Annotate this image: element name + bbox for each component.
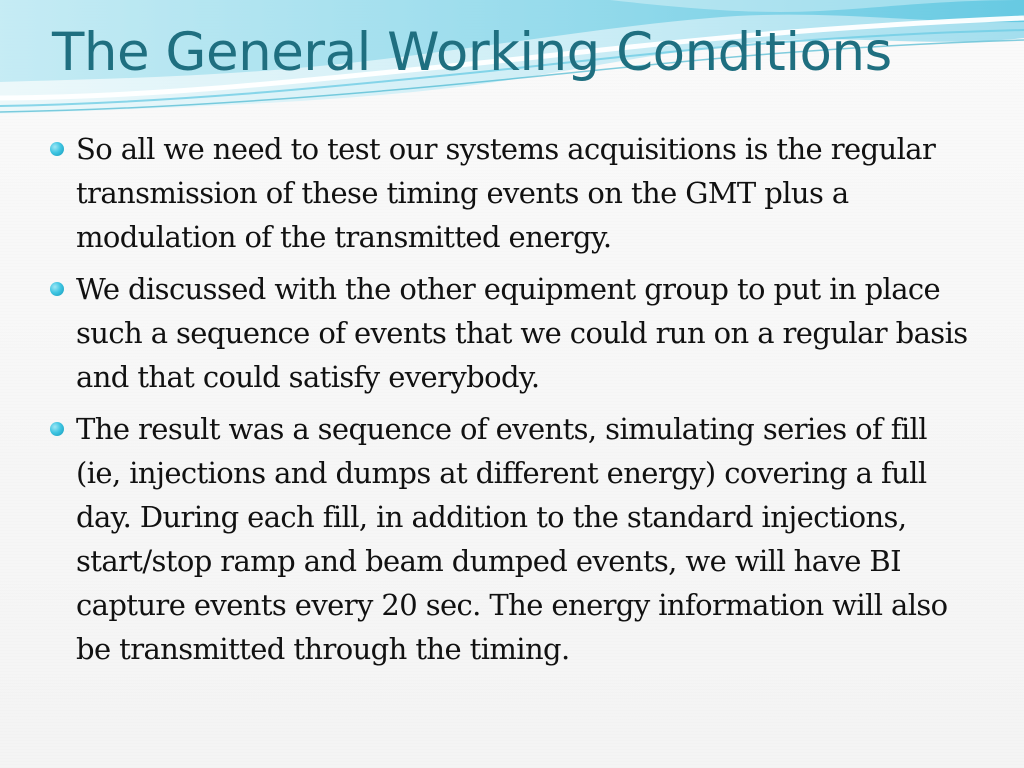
bullet-dot-icon [50, 422, 64, 436]
bullet-dot-icon [50, 282, 64, 296]
slide-title: The General Working Conditions [52, 22, 892, 83]
bullet-dot-icon [50, 142, 64, 156]
bullet-text: So all we need to test our systems acquisitions is the regular transmission of these timing events on the GMT plus a modulation of the transmitted energy. [76, 132, 936, 254]
bullet-item [48, 407, 978, 671]
bullet-item [48, 127, 978, 259]
bullet-text: We discussed with the other equipment group to put in place such a sequence of events that we could run on a regular basis and that could satisfy everybody. [76, 272, 968, 394]
bullet-item [48, 267, 978, 399]
bullet-text: The result was a sequence of events, simulating series of fill (ie, injections and dumps at different energy) covering a full day. During each fill, in addition to the standard injections, start/stop ramp and beam dumped events, we will have BI capture events every 20 sec. The energy information will also be transmitted through the timing. [76, 412, 948, 666]
bullet-list [48, 127, 978, 679]
